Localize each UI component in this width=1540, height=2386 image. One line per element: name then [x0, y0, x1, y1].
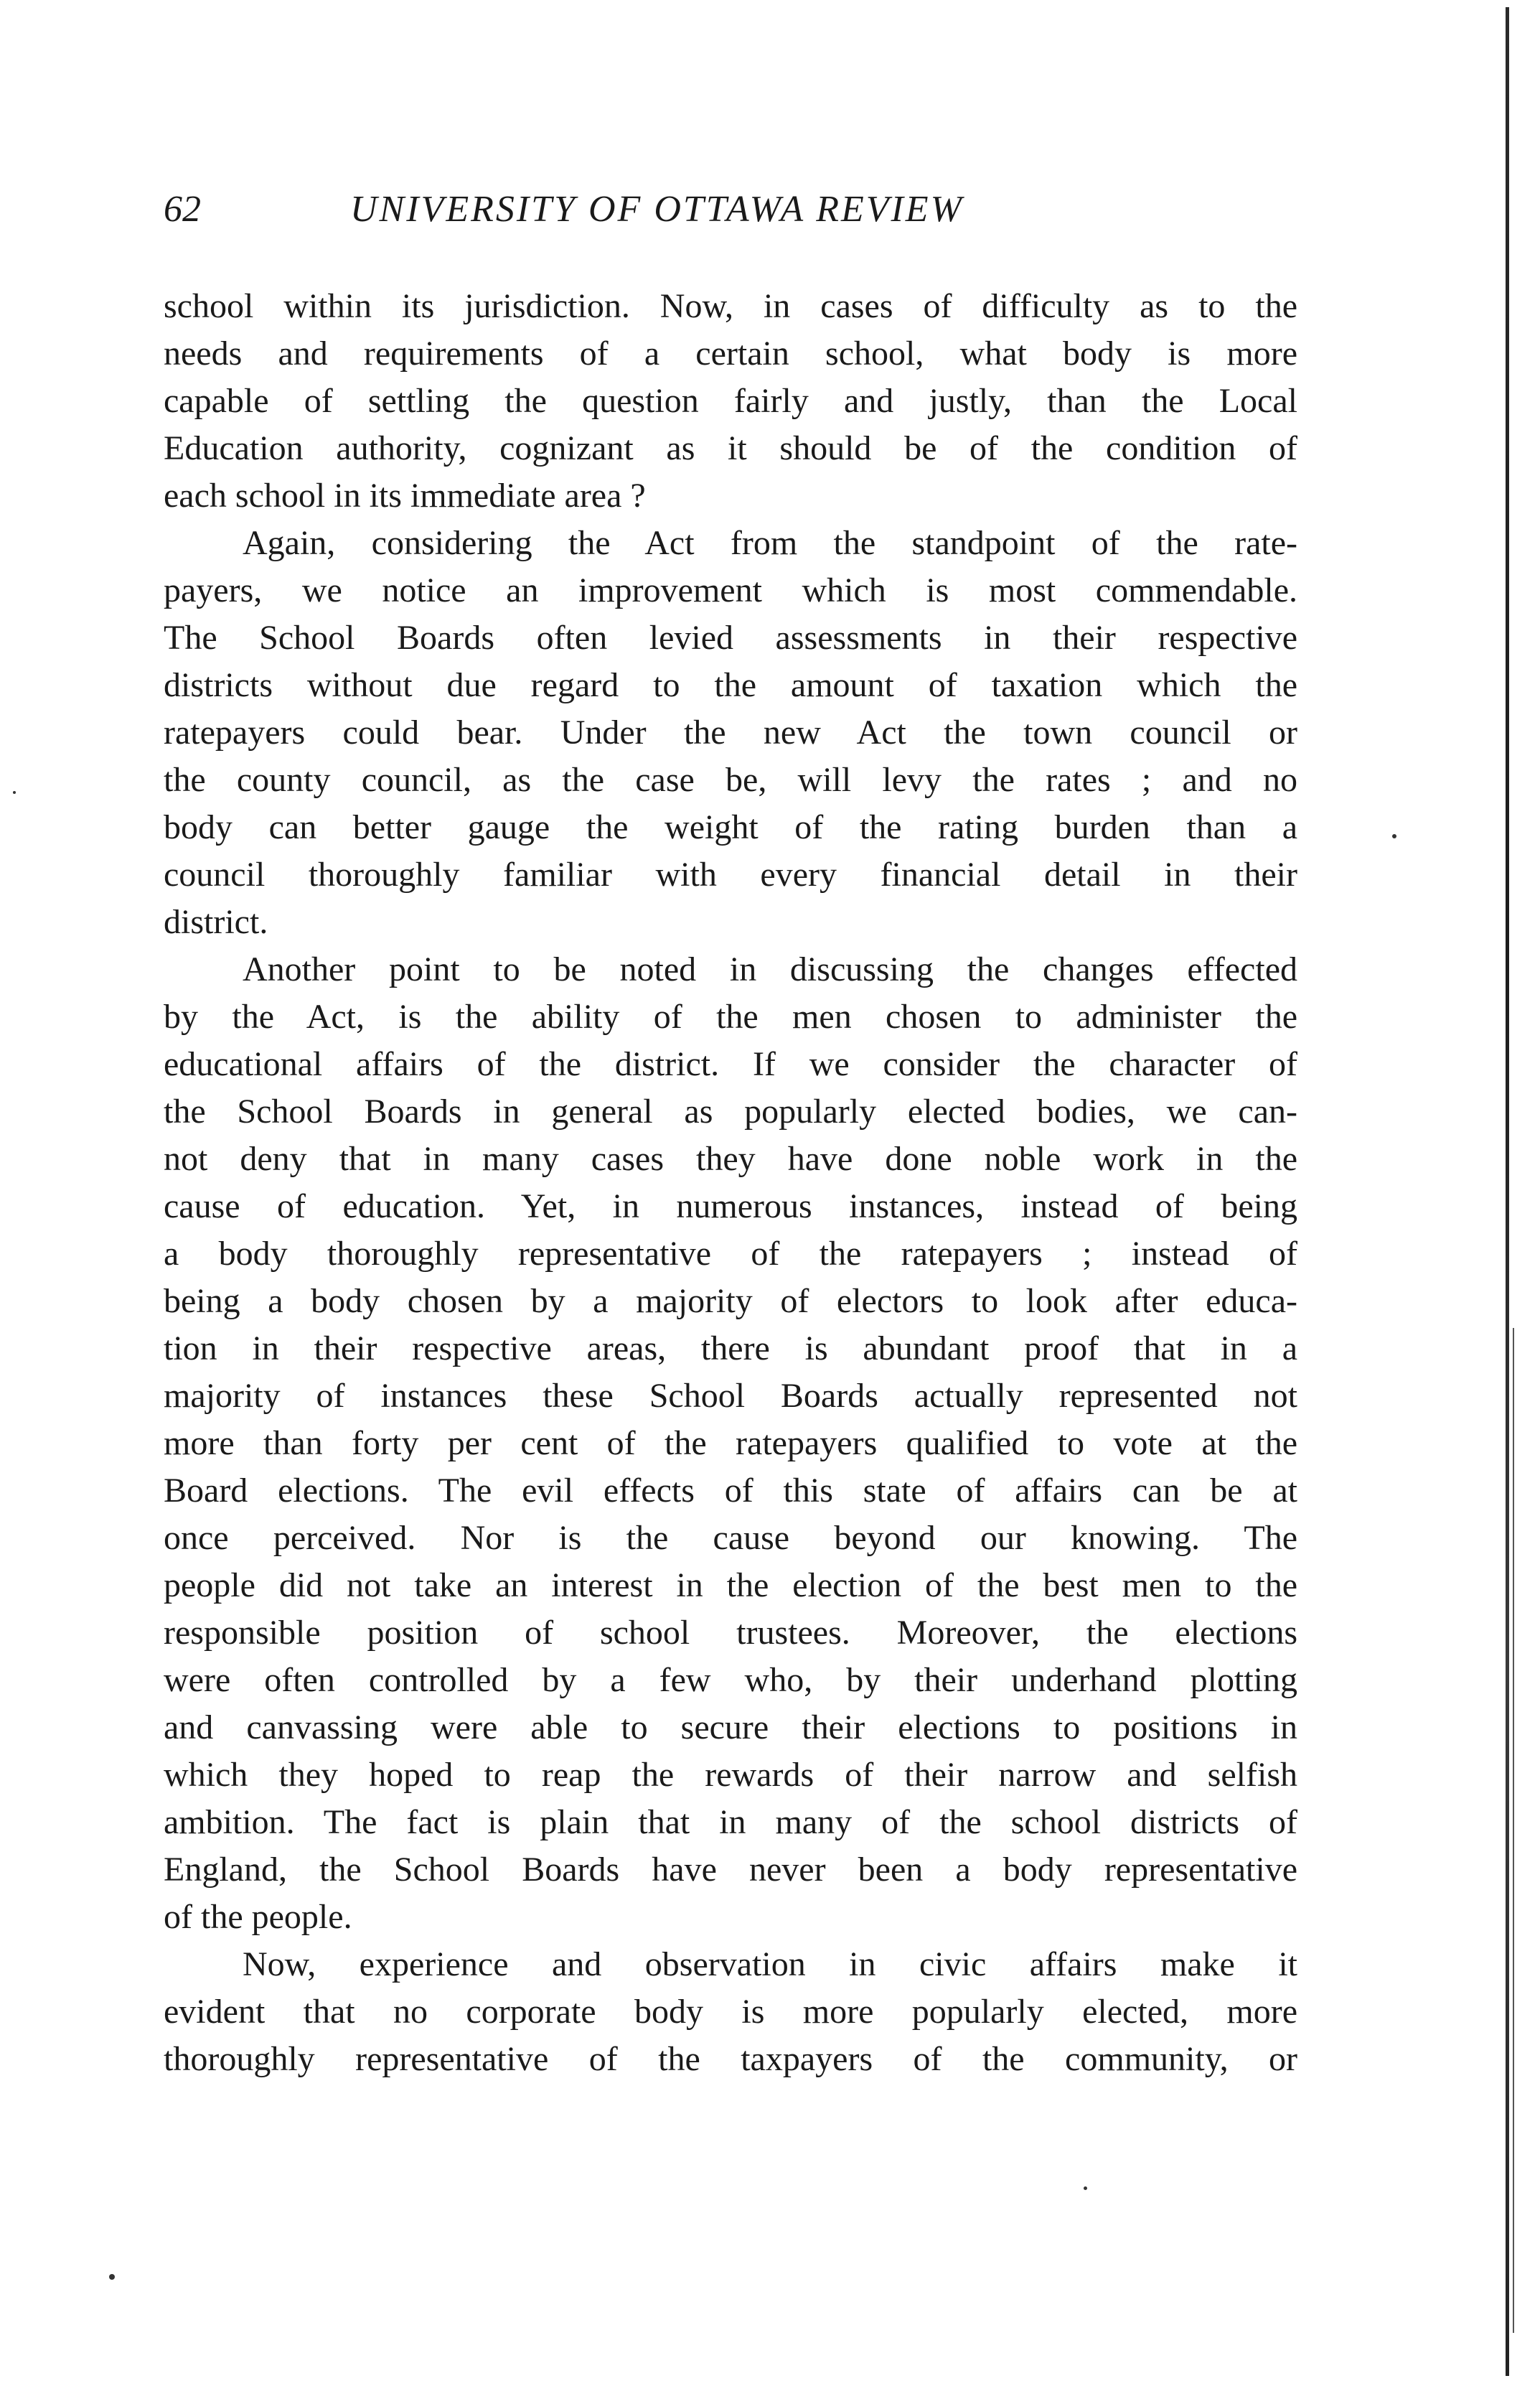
text-line: being a body chosen by a majority of electors to look after educa-	[164, 1282, 1297, 1320]
text-line: the county council, as the case be, will levy the rates ; and no	[164, 761, 1297, 799]
text-line: majority of instances these School Boards actually represented not	[164, 1377, 1297, 1415]
text-line: tion in their respective areas, there is abundant proof that in a	[164, 1329, 1297, 1367]
text-line: more than forty per cent of the ratepayers qualified to vote at the	[164, 1424, 1297, 1462]
text-line: Another point to be noted in discussing the changes effected	[243, 950, 1297, 988]
text-line: by the Act, is the ability of the men chosen to administer the	[164, 998, 1297, 1036]
body-text	[164, 283, 1297, 2083]
text-line: Again, considering the Act from the standpoint of the rate-	[243, 524, 1297, 562]
text-line: educational affairs of the district. If we consider the character of	[164, 1045, 1297, 1083]
ink-speck	[13, 791, 16, 794]
text-line: ambition. The fact is plain that in many of the school districts of	[164, 1803, 1297, 1841]
text-line: school within its jurisdiction. Now, in cases of difficulty as to the	[164, 287, 1297, 325]
text-line: which they hoped to reap the rewards of their narrow and selfish	[164, 1756, 1297, 1794]
text-line: Education authority, cognizant as it should be of the condition of	[164, 429, 1297, 467]
text-line: ratepayers could bear. Under the new Act the town council or	[164, 714, 1297, 752]
text-line: not deny that in many cases they have done noble work in the	[164, 1140, 1297, 1178]
text-line: a body thoroughly representative of the ratepayers ; instead of	[164, 1235, 1297, 1273]
text-line: districts without due regard to the amount of taxation which the	[164, 666, 1297, 704]
text-line: thoroughly representative of the taxpayers of the community, or	[164, 2040, 1297, 2078]
text-line: were often controlled by a few who, by their underhand plotting	[164, 1661, 1297, 1699]
text-line: capable of settling the question fairly and justly, than the Local	[164, 382, 1297, 420]
ink-speck	[109, 2274, 115, 2280]
text-line: the School Boards in general as popularly elected bodies, we can-	[164, 1093, 1297, 1131]
text-line: needs and requirements of a certain school, what body is more	[164, 334, 1297, 373]
text-line: Now, experience and observation in civic affairs make it	[243, 1945, 1297, 1983]
text-line: once perceived. Nor is the cause beyond our knowing. The	[164, 1519, 1297, 1557]
ink-speck	[1392, 834, 1396, 838]
running-title: UNIVERSITY OF OTTAWA REVIEW	[350, 189, 964, 230]
running-head	[164, 181, 1312, 238]
text-line: responsible position of school trustees. Moreover, the elections	[164, 1614, 1297, 1652]
text-line: council thoroughly familiar with every financial detail in their	[164, 856, 1297, 894]
page-edge-shadow	[1506, 7, 1509, 2376]
text-line: body can better gauge the weight of the rating burden than a	[164, 808, 1297, 846]
text-line: payers, we notice an improvement which is most commendable.	[164, 571, 1297, 609]
page-number: 62	[164, 189, 201, 230]
text-line: people did not take an interest in the election of the best men to the	[164, 1566, 1297, 1604]
text-line: The School Boards often levied assessments in their respective	[164, 619, 1297, 657]
text-line: Board elections. The evil effects of this state of affairs can be at	[164, 1472, 1297, 1510]
text-line: England, the School Boards have never been a body representative	[164, 1851, 1297, 1889]
text-line: evident that no corporate body is more popularly elected, more	[164, 1993, 1297, 2031]
text-line: of the people.	[164, 1898, 352, 1936]
ink-speck	[1084, 2186, 1087, 2190]
page-edge-line	[1513, 1328, 1514, 2333]
text-line: each school in its immediate area ?	[164, 477, 646, 515]
text-line: and canvassing were able to secure their elections to positions in	[164, 1708, 1297, 1746]
text-line: cause of education. Yet, in numerous instances, instead of being	[164, 1187, 1297, 1225]
text-line: district.	[164, 903, 268, 941]
